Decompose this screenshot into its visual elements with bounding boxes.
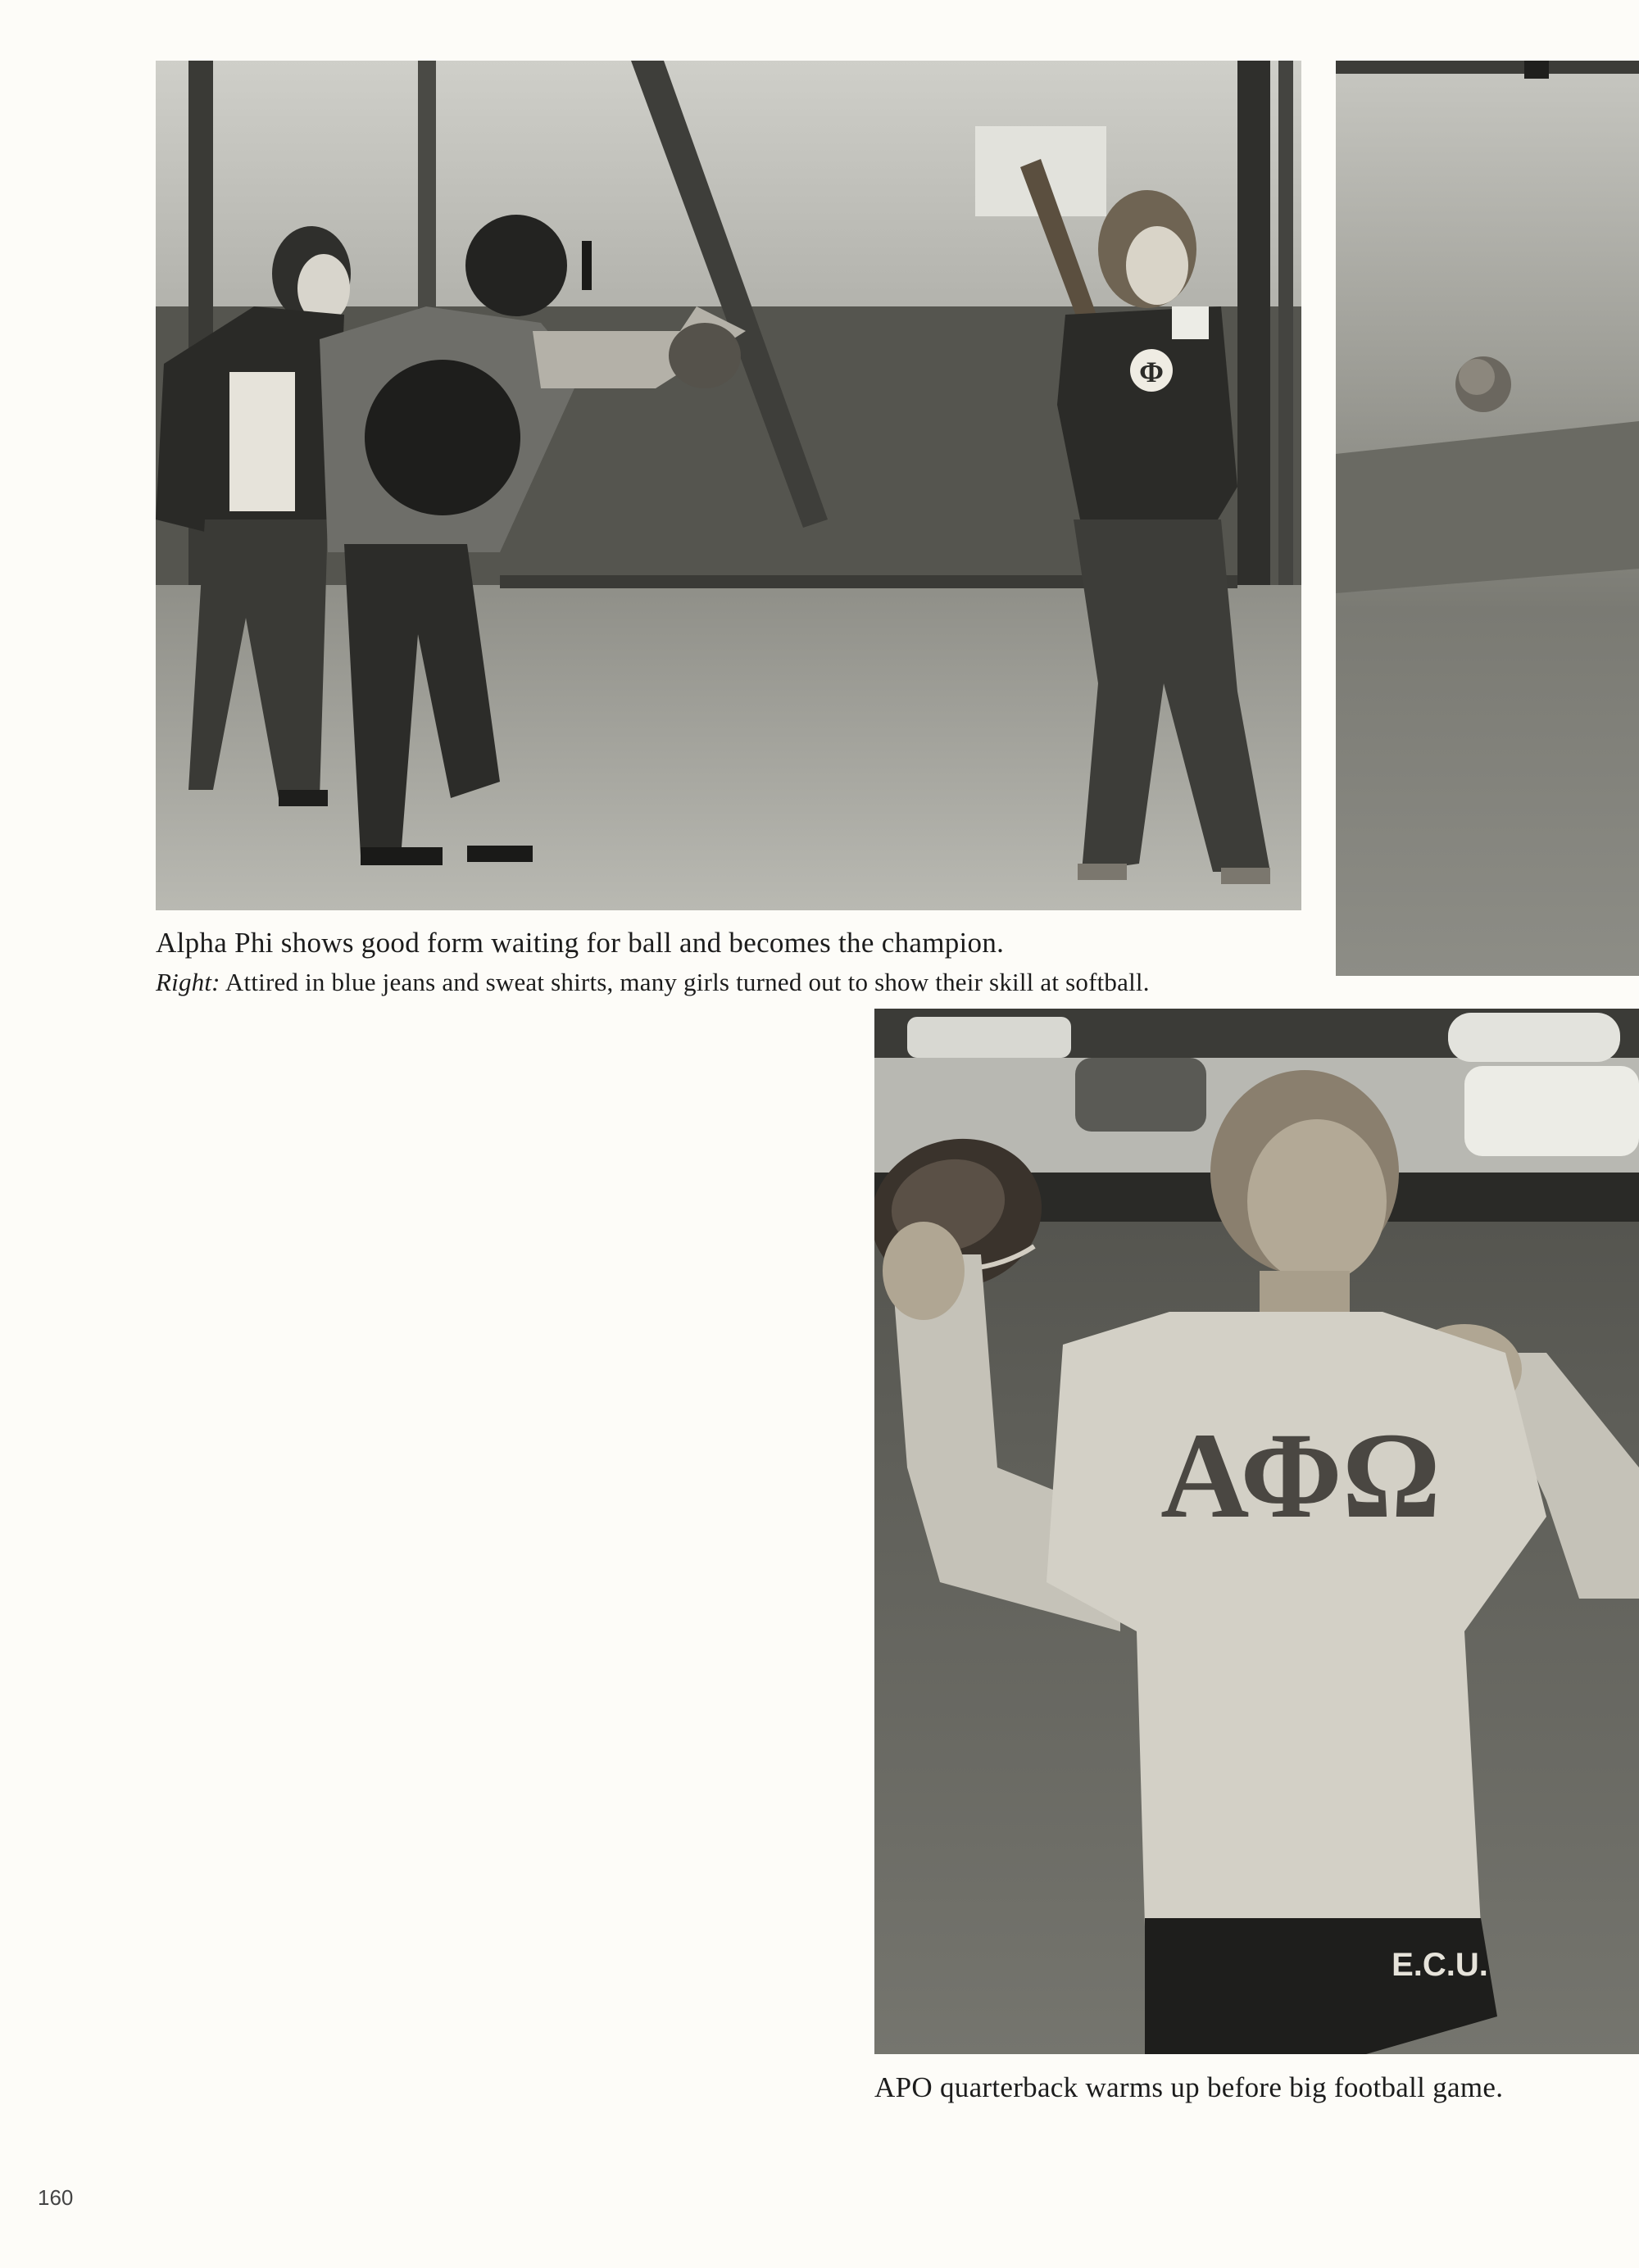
- right-caption-text: Attired in blue jeans and sweat shirts, many girls turned out to show their skill at softball.: [220, 968, 1150, 996]
- quarterback-photo-art: [874, 1009, 1639, 2054]
- ball-field-photo-art: [1336, 61, 1639, 976]
- batter-jersey-letter: Φ: [1139, 356, 1164, 388]
- ball-field-photo: [1336, 61, 1639, 976]
- right-caption-lead-in: Right:: [156, 968, 220, 996]
- quarterback-photo: [874, 1009, 1639, 2054]
- quarterback-jersey-letters: ΑΦΩ: [1160, 1408, 1441, 1544]
- softball-photo-art: [156, 61, 1301, 910]
- softball-caption: Alpha Phi shows good form waiting for ball and becomes the champion.: [156, 927, 1005, 959]
- right-photo-caption: [156, 968, 1150, 997]
- quarterback-caption: APO quarterback warms up before big football game.: [874, 2071, 1504, 2103]
- quarterback-shorts-letters: E.C.U.: [1392, 1947, 1488, 1983]
- softball-photo: [156, 61, 1301, 910]
- page-number: 160: [38, 2185, 74, 2210]
